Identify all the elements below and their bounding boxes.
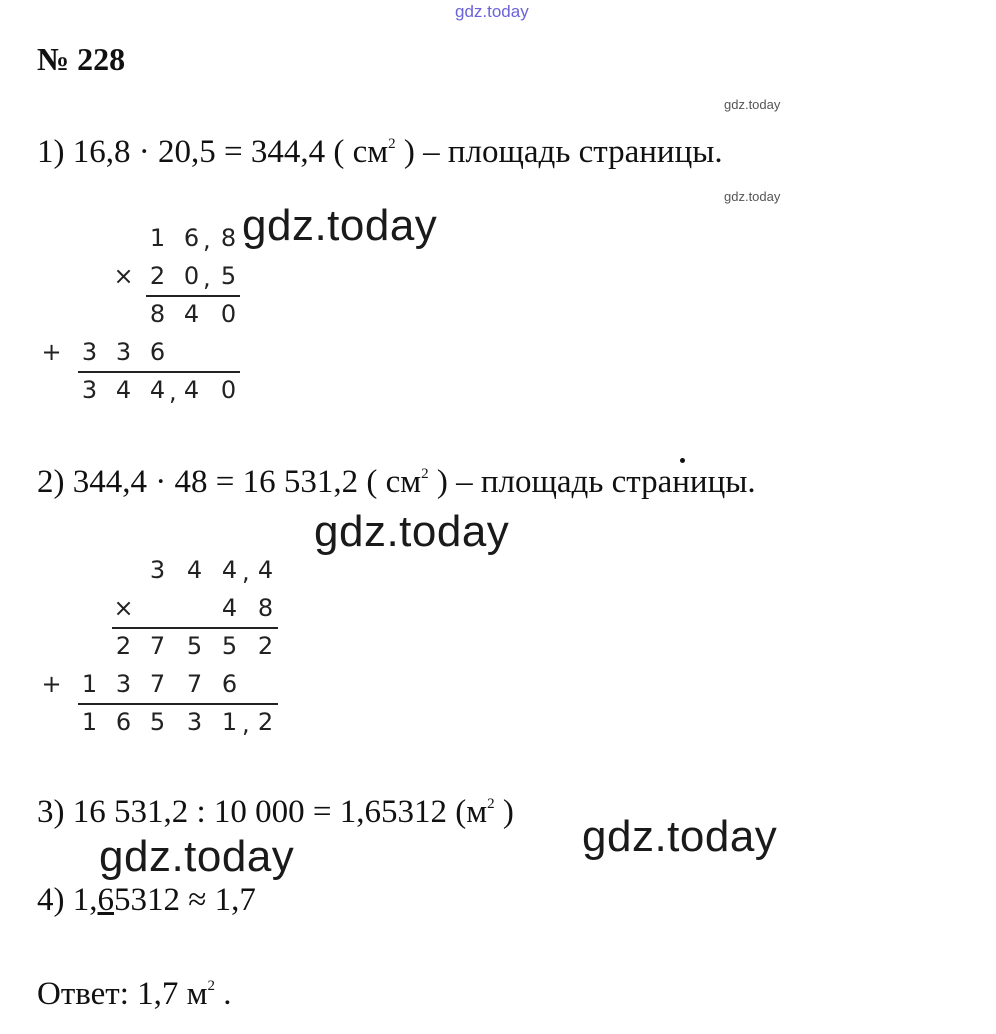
digit: 1 — [81, 670, 98, 698]
digit: 4 — [221, 594, 238, 622]
times-sign: × — [113, 262, 134, 290]
digit: 8 — [149, 300, 166, 328]
watermark-small: gdz.today — [724, 189, 781, 204]
digit: 3 — [81, 376, 98, 404]
watermark-large: gdz.today — [99, 832, 295, 881]
digit: 5 — [220, 262, 237, 290]
digit: 8 — [257, 594, 274, 622]
digit: 4 — [257, 556, 274, 584]
digit: 6 — [221, 670, 238, 698]
digit: 6 — [149, 338, 166, 366]
digit: 7 — [149, 670, 166, 698]
step-1-exponent: 2 — [388, 136, 396, 152]
digit: 3 — [115, 670, 132, 698]
digit: 4 — [115, 376, 132, 404]
digit: 4 — [149, 376, 166, 404]
step-4-part2: 5312 ≈ 1,7 — [114, 882, 256, 918]
digit: 5 — [186, 632, 203, 660]
digit: 7 — [186, 670, 203, 698]
digit: 4 — [183, 300, 200, 328]
step-3-line — [37, 794, 514, 831]
digit: 3 — [149, 556, 166, 584]
plus-sign: + — [41, 338, 62, 366]
digit: 7 — [149, 632, 166, 660]
step-1-prefix: 1) 16,8 · 20,5 = 344,4 ( см — [37, 134, 389, 170]
digit: 6 — [115, 708, 132, 736]
digit: 5 — [149, 708, 166, 736]
step-4-part1: 4) 1, — [37, 882, 98, 918]
digit: 6 — [183, 224, 200, 252]
digit: 2 — [149, 262, 166, 290]
answer-line — [37, 976, 232, 1013]
answer-suffix: . — [215, 976, 232, 1012]
decimal-comma: , — [203, 264, 211, 292]
digit: 1 — [149, 224, 166, 252]
times-sign: × — [113, 594, 134, 622]
digit: 4 — [183, 376, 200, 404]
step-4-line — [37, 882, 256, 919]
digit: 4 — [221, 556, 238, 584]
digit: 2 — [257, 632, 274, 660]
watermark-top: gdz.today — [455, 2, 529, 21]
digit: 0 — [183, 262, 200, 290]
watermark-large: gdz.today — [582, 812, 778, 861]
watermark-small: gdz.today — [724, 97, 781, 112]
digit: 3 — [186, 708, 203, 736]
sum-line — [78, 371, 240, 373]
decimal-comma: , — [242, 710, 250, 738]
step-2-prefix: 2) 344,4 · 48 = 16 531,2 ( см — [37, 464, 422, 500]
digit: 5 — [221, 632, 238, 660]
digit: 0 — [220, 300, 237, 328]
decimal-comma: , — [242, 558, 250, 586]
step-1-line — [37, 134, 723, 171]
step-3-exponent: 2 — [487, 796, 495, 812]
step-4-underlined-digit: 6 — [97, 882, 114, 918]
digit: 3 — [115, 338, 132, 366]
multiplication-line — [112, 627, 278, 629]
digit: 8 — [220, 224, 237, 252]
step-2-exponent: 2 — [421, 466, 429, 482]
sum-line — [78, 703, 278, 705]
digit: 1 — [81, 708, 98, 736]
plus-sign: + — [41, 670, 62, 698]
problem-number: № 228 — [37, 41, 126, 77]
digit: 3 — [81, 338, 98, 366]
digit: 1 — [221, 708, 238, 736]
decimal-comma: , — [203, 226, 211, 254]
digit: 4 — [186, 556, 203, 584]
digit: 0 — [220, 376, 237, 404]
step-2-suffix: ) – площадь страницы. — [428, 464, 756, 500]
digit: 2 — [257, 708, 274, 736]
step-2-line — [37, 464, 756, 501]
step-3-suffix: ) — [494, 794, 514, 830]
digit: 2 — [115, 632, 132, 660]
watermark-large: gdz.today — [314, 507, 510, 556]
step-3-prefix: 3) 16 531,2 : 10 000 = 1,65312 (м — [37, 794, 488, 830]
answer-prefix: Ответ: 1,7 м — [37, 976, 208, 1012]
watermark-large: gdz.today — [242, 201, 438, 250]
answer-exponent: 2 — [207, 978, 216, 994]
decimal-comma: , — [169, 378, 177, 406]
stray-dot — [680, 458, 685, 463]
multiplication-line — [146, 295, 240, 297]
step-1-suffix: ) – площадь страницы. — [395, 134, 723, 170]
